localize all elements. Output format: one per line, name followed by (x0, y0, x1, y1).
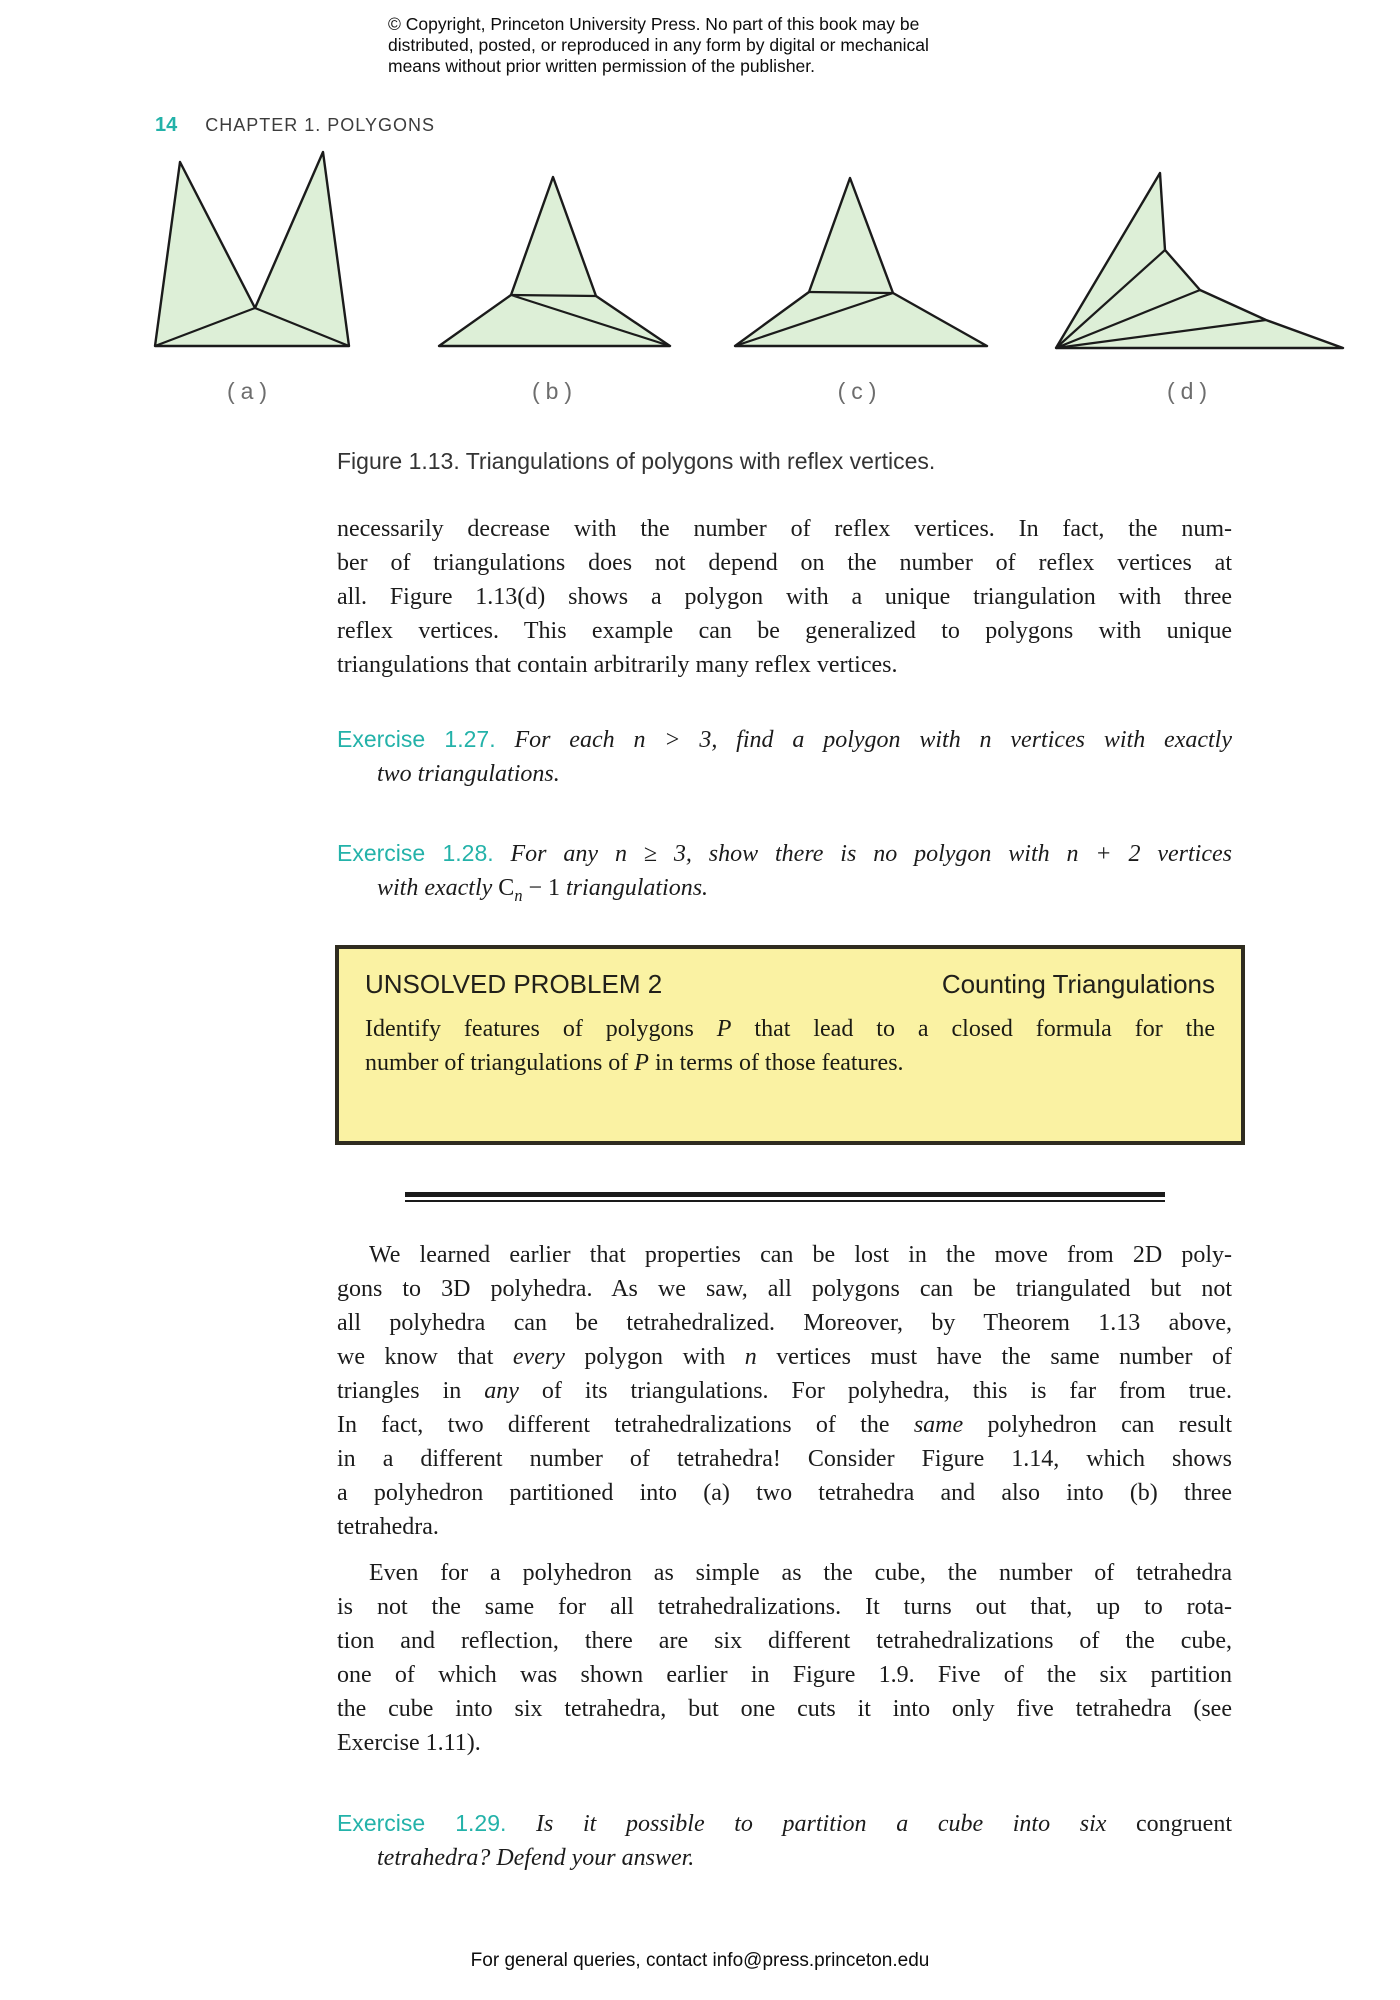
figure-caption: Figure 1.13. Triangulations of polygons with reflex vertices. (337, 448, 936, 474)
exercise-1-28-label: Exercise 1.28. (337, 840, 494, 866)
figure-sublabel-b: (b) (531, 378, 579, 404)
exercise-1-27-label: Exercise 1.27. (337, 726, 496, 752)
paragraph-reflex-vertices: necessarily decrease with the number of reflex vertices. In fact, the num- ber of triangulations does not depend on the number of reflex vertices at all. Figure 1.13(d) shows a polygon with a unique triangulation with three reflex vertices. This example can be generalized to polygons with unique triangulations that contain arbitrarily many reflex vertices. (337, 516, 1232, 678)
section-divider-rule (405, 1192, 1165, 1202)
paragraph-polygons-to-polyhedra: We learned earlier that properties can be lost in the move from 2D poly- gons to 3D polyhedra. As we saw, all polygons can be triangulated but not all polyhedra can be tetrahedralized. Moreover, by Theorem 1.13 above, we know that every polygon with n vertices must have the same number of triangles in any of its triangulations. For polyhedra, this is far from true. In fact, two different tetrahedralizations of the same polyhedron can result in a different number of tetrahedra! Consider Figure 1.14, which shows a polyhedron partitioned into (a) two tetrahedra and also into (b) three tetrahedra. (337, 1242, 1233, 1540)
exercise-1-29-text: Is it possible to partition a cube into six congruent (536, 1811, 1232, 1837)
figure-sublabel-a: (a) (226, 378, 274, 404)
exercise-1-27-text: For each n > 3, find a polygon with n vertices with exactly (514, 727, 1233, 753)
exercise-1-29 (337, 1806, 1232, 1875)
page-number: 14 (155, 114, 178, 136)
exercise-1-28 (337, 836, 1232, 913)
footer-contact-line: For general queries, contact info@press.princeton.edu (470, 1950, 930, 1971)
polygon-figure-b (436, 172, 673, 350)
exercise-1-29-label: Exercise 1.29. (337, 1810, 507, 1836)
polygon-figure-c (732, 172, 990, 350)
exercise-1-28-text-line2: with exactly $C_n - 1$ triangulations. (377, 875, 709, 905)
running-head (155, 114, 435, 137)
exercise-1-27-text-line2: two triangulations. (377, 761, 560, 787)
figure-sublabel-c: (c) (837, 378, 883, 404)
polygon-figure-d (1048, 165, 1350, 351)
exercise-1-29-text-line2: tetrahedra? Defend your answer. (377, 1845, 695, 1871)
copyright-notice: © Copyright, Princeton University Press. No part of this book may be distributed, posted, or reproduced in any form by digital or mechanical means without prior written permission of the publisher. (388, 14, 929, 76)
unsolved-problem-subtitle: Counting Triangulations (941, 969, 1215, 999)
polygon-figure-a (150, 150, 351, 350)
exercise-1-27 (337, 722, 1232, 791)
figure-sublabel-d: (d) (1166, 378, 1214, 404)
unsolved-problem-text: Identify features of polygons P that lead to a closed formula for the number of triangulations of P in terms of those features. (365, 1016, 1215, 1076)
unsolved-problem-title: UNSOLVED PROBLEM 2 (365, 969, 663, 999)
unsolved-problem-box (335, 945, 1245, 1145)
exercise-1-28-text: For any n ≥ 3, show there is no polygon with n + 2 vertices (510, 841, 1232, 867)
paragraph-cube-tetrahedralizations: Even for a polyhedron as simple as the cube, the number of tetrahedra is not the same for all tetrahedralizations. It turns out that, up to rota- tion and reflection, there are six different tetrahedralizations of the cube, one of which was shown earlier in Figure 1.9. Five of the six partition the cube into six tetrahedra, but one cuts it into only five tetrahedra (see Exercise 1.11). (337, 1560, 1232, 1756)
chapter-title: CHAPTER 1. POLYGONS (205, 115, 435, 135)
